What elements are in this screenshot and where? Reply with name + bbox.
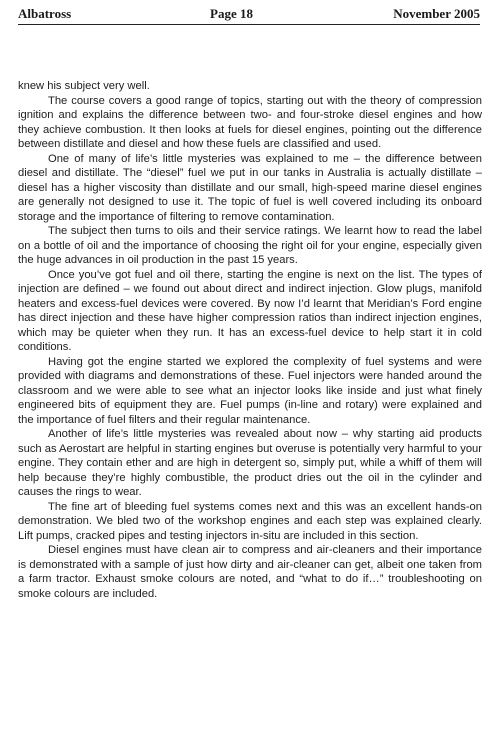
article-body [18,79,482,601]
publication-title: Albatross [18,6,72,21]
paragraph-course-topics: The course covers a good range of topics, starting out with the theory of compression ignition and explains the difference between two- and four-stroke diesel engines and how they achieve combustion. It then looks at fuels for diesel engines, pointing out the difference between distillate and diesel and how these fuels are classified and used. [18,94,482,150]
issue-date: November 2005 [393,6,480,21]
paragraph-diesel-vs-distillate: One of many of life’s little mysteries was explained to me – the difference between diesel and distillate. The “diesel” fuel we put in our tanks in Australia is actually distillate – diesel has a higher viscosity than distillate and our small, high-speed marine diesel engines are generally not designed to use it. The topic of fuel is well covered including its onboard storage and the importance of filtering to remove contamination. [18,152,482,223]
paragraph-air-cleaners: Diesel engines must have clean air to compress and air-cleaners and their importance is demonstrated with a sample of just how dirty and air-cleaner can get, albeit one taken from a farm tractor. Exhaust smoke colours are noted, and “what to do if…” troubleshooting on smoke colours are included. [18,544,482,600]
page-number: Page 18 [210,6,253,21]
paragraph-bleeding-fuel: The fine art of bleeding fuel systems comes next and this was an excellent hands-on demonstration. We bled two of the workshop engines and each step was explained clearly. Lift pumps, cracked pipes and testing injectors in-situ are included in this section. [18,500,482,542]
paragraph-starting-engine: Once you’ve got fuel and oil there, starting the engine is next on the list. The types of injection are defined – we found out about direct and indirect injection. Glow plugs, manifold heaters and excess-fuel devices were covered. By now I’d learnt that Meridian’s Ford engine has direct injection and these have higher compression ratios than indirect injection engines, which may be quieter when they run. It has an excess-fuel device to help start it in cold conditions. [18,268,482,353]
paragraph-fuel-systems: Having got the engine started we explored the complexity of fuel systems and were provided with diagrams and demonstrations of these. Fuel injectors were handed around the classroom and we were able to see what an injector looks like inside and just what finely engineered bits of equipment they are. Fuel pumps (in-line and rotary) were explained and the importance of fuel filters and their regular maintenance. [18,355,482,426]
paragraph-continuation: knew his subject very well. [18,80,150,92]
paragraph-oils: The subject then turns to oils and their service ratings. We learnt how to read the label on a bottle of oil and the importance of choosing the right oil for your engine, especially given the huge advances in oil production in the past 15 years. [18,225,482,266]
page-header [18,6,480,25]
paragraph-starting-aids: Another of life’s little mysteries was revealed about now – why starting aid products such as Aerostart are helpful in starting engines but overuse is potentially very harmful to your engine. They contain ether and are high in detergent so, simply put, while a whiff of them will help because they’re highly combustible, the product dries out the oil in the cylinder and causes the rings to wear. [18,428,482,498]
